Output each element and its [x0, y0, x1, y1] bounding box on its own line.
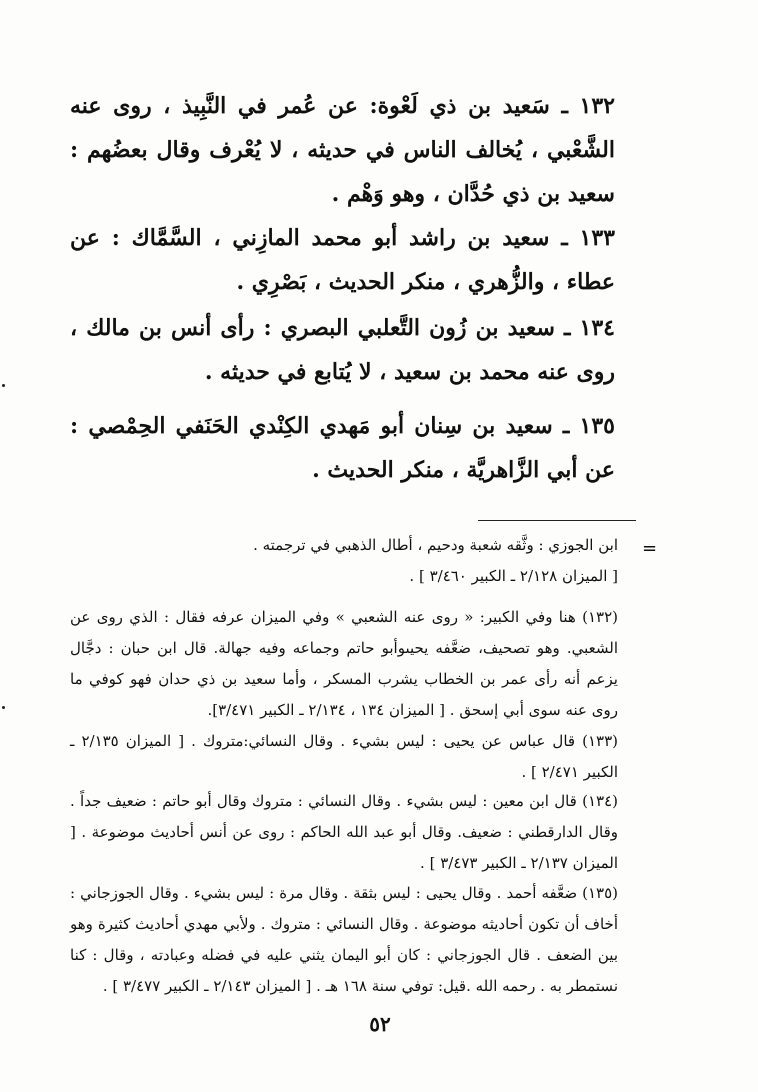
entry-132: ١٣٢ ـ سَعيد بن ذي لَعْوة: عن عُمر في النَّبِيذ ، روى عنه الشَّعْبي ، يُخالف الناس في حديثه ، لا يُعْرف وقال بعضُهم : سعيد بن ذي حُدَّان ، وهو وَهْم .: [70, 93, 615, 207]
footnote-134: (١٣٤) قال ابن معين : ليس بشيء . وقال النسائي : متروك وقال أبو حاتم : ضعيف جداً . وقال الدارقطني : ضعيف. وقال أبو عبد الله الحاكم : روى عن أنس أحاديث موضوعة . [ الميزان ٢/١٣٧ ـ الكبير ٣/٤٧٣ ] .: [70, 792, 618, 872]
entry-135: ١٣٥ ـ سعيد بن سِنان أبو مَهدي الكِنْدي الحَنَفي الحِمْصي : عن أبي الزَّاهريَّة ، منكر الحديث .: [70, 413, 615, 483]
footnote-135: (١٣٥) ضعَّفه أحمد . وقال يحيى : ليس بثقة . وقال مرة : ليس بشيء . وقال الجوزجاني : أخاف أن تكون أحاديثه موضوعة . وقال النسائي : متروك . ولأبي مهدي أحاديث كثيرة وهو بين الضعف . قال الجوزجاني : كان أبو اليمان يثني عليه في فضله وعبادته ، وقال : كنا نستمطر به . رحمه الله .قيل: توفي سنة ١٦٨ هـ . [ الميزان ٢/١٤٣ ـ الكبير ٣/٤٧٧ ] .: [70, 884, 618, 995]
continuation-mark: =: [642, 538, 658, 559]
entry-133: ١٣٣ ـ سعيد بن راشد أبو محمد المازِني ، السَّمَّاك : عن عطاء ، والزُّهري ، منكر الحديث ، بَصْرِي .: [70, 225, 615, 295]
scan-speck: [2, 706, 5, 709]
entry-134: ١٣٤ ـ سعيد بن زُون التَّعلبي البصري : رأى أنس بن مالك ، روى عنه محمد بن سعيد ، لا يُتابع في حديثه .: [70, 315, 615, 385]
footnote-132: (١٣٢) هنا وفي الكبير: « روى عنه الشعبي » وفي الميزان عرفه فقال : الذي روى عن الشعبي. وهو تصحيف، ضعَّفه يحيىوأبو حاتم وجماعه وفيه جهالة. قال ابن حبان : دجَّال يزعم أنه رأى عمر بن الخطاب يشرب المسكر ، وأما سعيد بن ذي حدان فهو كوفي ما روى عنه سوى أبي إسحق . [ الميزان ١٣٤ ، ٢/١٣٤ ـ الكبير ٣/٤٧١].: [70, 608, 618, 719]
footnote-separator: [478, 520, 636, 521]
footnote-continued: ابن الجوزي : وثَّقه شعبة ودحيم ، أطال الذهبي في ترجمته . [ الميزان ٢/١٢٨ ـ الكبير ٣/٤٦٠ ] .: [253, 536, 618, 585]
scan-speck: [2, 384, 5, 387]
footnote-133: (١٣٣) قال عباس عن يحيى : ليس بشيء . وقال النسائي:متروك . [ الميزان ٢/١٣٥ ـ الكبير ٢/٤٧١ ] .: [70, 732, 618, 781]
page-number: ٥٢: [369, 1012, 391, 1036]
